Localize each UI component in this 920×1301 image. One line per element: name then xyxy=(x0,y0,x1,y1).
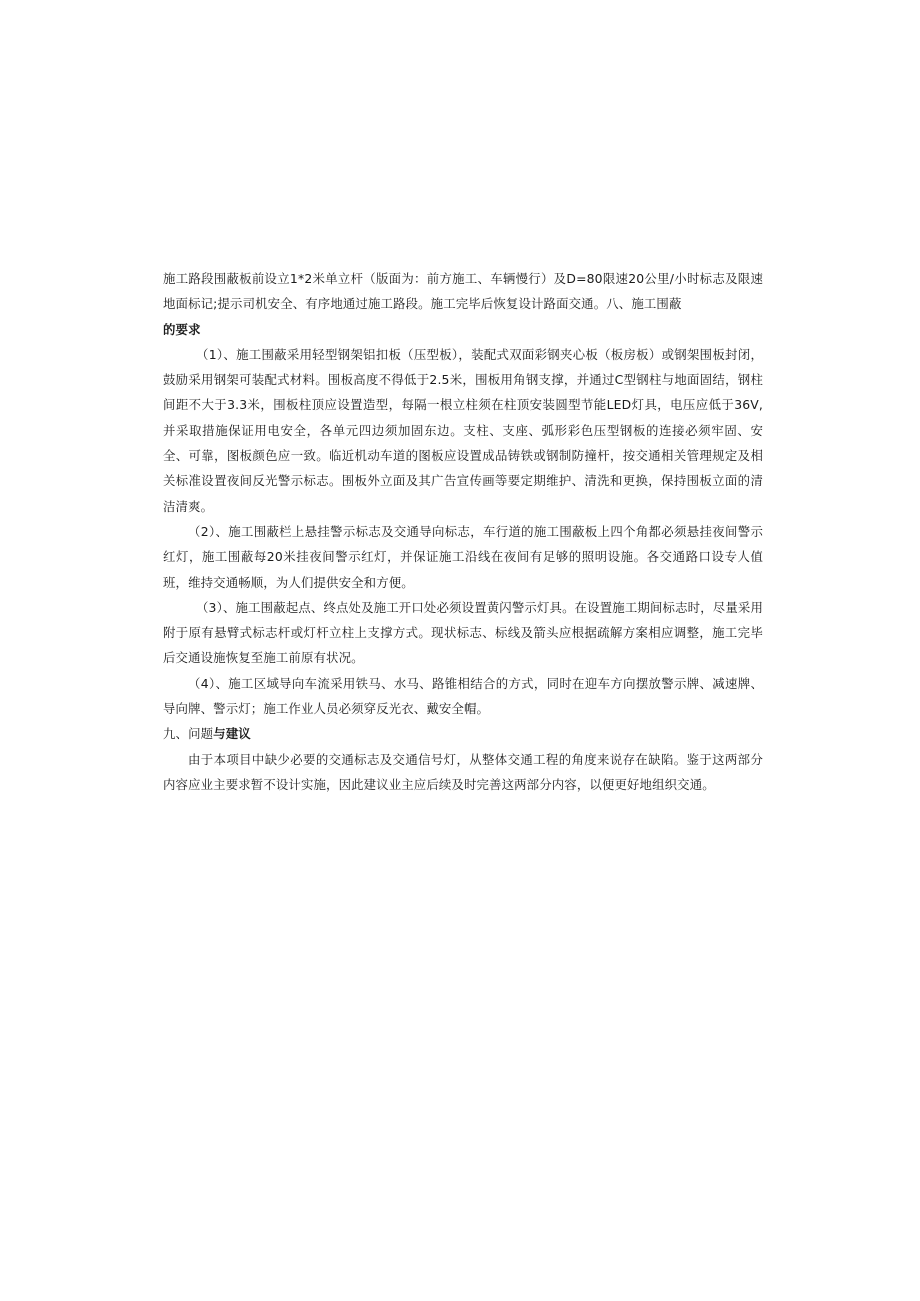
section8-item-3: （3）、施工围蔽起点、终点处及施工开口处必须设置黄闪警示灯具。在设置施工期间标志时，尽量采用附于原有悬臂式标志杆或灯杆立柱上支撑方式。现状标志、标线及箭头应根据疏解方案相应调整，施工完毕后交通设施恢复至施工前原有状况。 xyxy=(163,599,763,666)
section8-heading-tail xyxy=(163,317,763,342)
section9-heading xyxy=(163,721,763,746)
section8-item-2: （2）、施工围蔽栏上悬挂警示标志及交通导向标志，车行道的施工围蔽板上四个角都必须悬挂夜间警示红灯，施工围蔽每20米挂夜间警示红灯，并保证施工沿线在夜间有足够的照明设施。各交通路口设专人值班，维持交通畅顺，为人们提供安全和方便。 xyxy=(163,523,763,590)
section8-item-1: （1）、施工围蔽采用轻型钢架铝扣板（压型板），装配式双面彩钢夹心板（板房板）或钢架围板封闭，鼓励采用钢架可装配式材料。围板高度不得低于2.5米，围板用角钢支撑，并通过C型钢柱与地面固结，钢柱间距不大于3.3米，围板柱顶应设置造型，每隔一根立柱须在柱顶安装圆型节能LED灯具，电压应低于36V,并采取措施保证用电安全，各单元四边须加固东边。支柱、支座、弧形彩色压型钢板的连接必须牢固、安全、可靠，图板颜色应一致。临近机动车道的图板应设置成品铸铁或钢制防撞杆，按交通相关管理规定及相关标准设置夜间反光警示标志。围板外立面及其广告宣传画等要定期维护、清洗和更换，保持围板立面的清洁清爽。 xyxy=(163,346,763,514)
section8-heading-tail-text: 的要求 xyxy=(163,321,201,337)
section9-heading-strong: 与建议 xyxy=(213,726,251,742)
section8-item-4: （4）、施工区域导向车流采用铁马、水马、路锥相结合的方式，同时在迎车方向摆放警示牌、减速牌、导向牌、警示灯；施工作业人员必须穿反光衣、戴安全帽。 xyxy=(163,675,763,717)
section9-heading-prefix: 九、问题 xyxy=(163,726,214,742)
document-body xyxy=(163,266,763,797)
section9-paragraph: 由于本项目中缺少必要的交通标志及交通信号灯，从整体交通工程的角度来说存在缺陷。鉴于这两部分内容应业主要求暂不设计实施，因此建议业主应后续及时完善这两部分内容，以便更好地组织交通。 xyxy=(163,751,763,792)
intro-paragraph: 施工路段围蔽板前设立1*2米单立杆（版面为：前方施工、车辆慢行）及D=80限速20公里/小时标志及限速地面标记;提示司机安全、有序地通过施工路段。施工完毕后恢复设计路面交通。八、施工围蔽 xyxy=(163,271,763,312)
